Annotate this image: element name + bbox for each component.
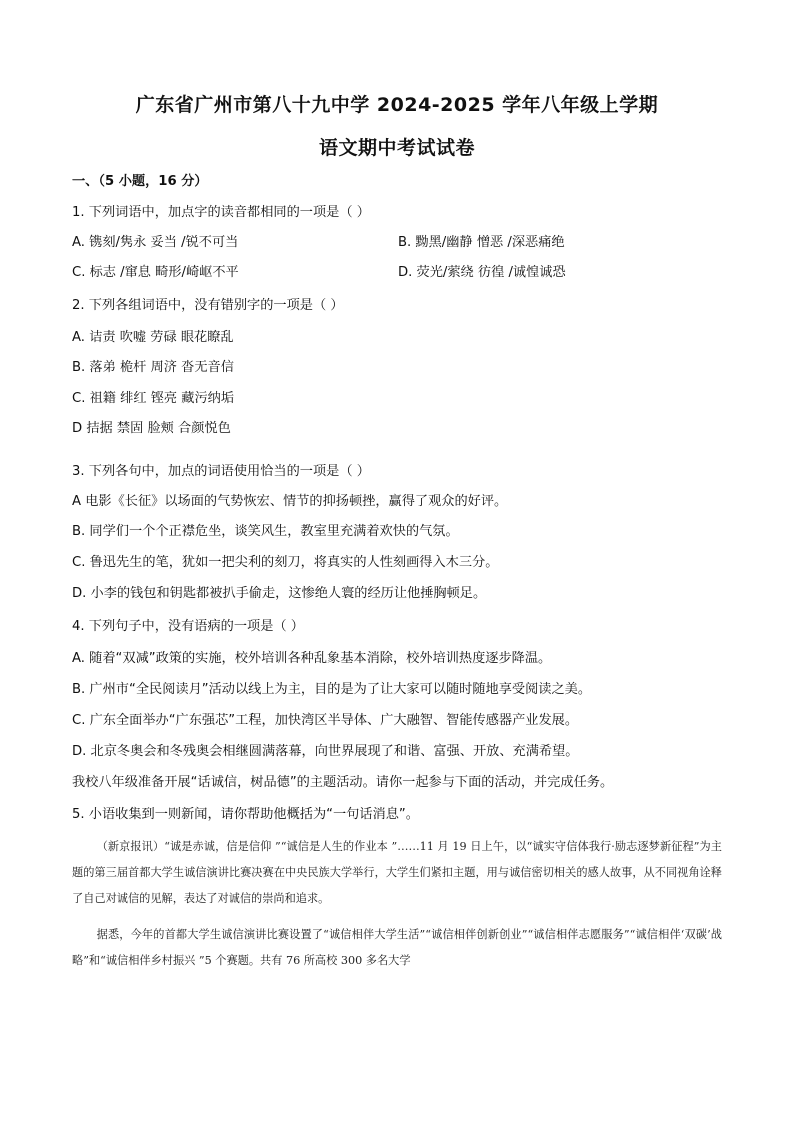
question-3-stem: 3. 下列各句中，加点的词语使用恰当的一项是（ ） — [72, 464, 370, 479]
section-heading: 一、（5 小题，16 分） — [72, 174, 208, 189]
question-5-stem: 5. 小语收集到一则新闻，请你帮助他概括为“一句话消息”。 — [72, 807, 419, 822]
question-1-stem: 1. 下列词语中，加点字的读音都相同的一项是（ ） — [72, 205, 370, 220]
question-4-option-a: A. 随着“双减”政策的实施，校外培训各种乱象基本消除，校外培训热度逐步降温。 — [72, 651, 552, 666]
question-1-option-a: A. 镌刻/隽永 妥当 /锐不可当 — [72, 235, 239, 250]
question-3-option-d: D. 小李的钱包和钥匙都被扒手偷走，这惨绝人寰的经历让他捶胸顿足。 — [72, 586, 487, 601]
news-paragraph-2: 据悉，今年的首都大学生诚信演讲比赛设置了“诚信相伴大学生活”“诚信相伴创新创业”“诚信相伴志愿服务”“诚信相伴‘双碳’战略”和“诚信相伴乡村振兴 ”5 个赛题。共有 76 所高校 300 多名大学 — [72, 928, 722, 967]
question-2-stem: 2. 下列各组词语中，没有错别字的一项是（ ） — [72, 298, 344, 313]
question-4-option-c: C. 广东全面举办“广东强芯”工程，加快湾区半导体、广大融智、智能传感器产业发展。 — [72, 713, 579, 728]
question-4-option-b: B. 广州市“全民阅读月”活动以线上为主，目的是为了让大家可以随时随地享受阅读之美。 — [72, 682, 592, 697]
question-3-option-b: B. 同学们一个个正襟危坐，谈笑风生，教室里充满着欢快的气氛。 — [72, 524, 459, 539]
question-2-option-a: A. 诘责 吹嘘 劳碌 眼花瞭乱 — [72, 330, 234, 345]
question-4-option-d: D. 北京冬奥会和冬残奥会相继圆满落幕，向世界展现了和谐、富强、开放、充满希望。 — [72, 744, 579, 759]
question-3-option-c: C. 鲁迅先生的笔，犹如一把尖利的刻刀，将真实的人性刻画得入木三分。 — [72, 555, 499, 570]
question-3-option-a: A 电影《长征》以场面的气势恢宏、情节的抑扬顿挫，赢得了观众的好评。 — [72, 494, 508, 509]
news-paragraph-1: （新京报讯）“诚是赤诚，信是信仰 ”“诚信是人生的作业本 ”……11 月 19 日上午，以“诚实守信体我行·励志逐梦新征程”为主题的第三届首都大学生诚信演讲比赛决赛在中央民族大学举行，大学生们紧扣主题，用与诚信密切相关的感人故事，从不同视角诠释了自己对诚信的见解，表达了对诚信的崇尚和追求。 — [72, 840, 722, 905]
news-article — [72, 834, 722, 974]
exam-title-line1: 广东省广州市第八十九中学 2024-2025 学年八年级上学期 — [135, 94, 659, 116]
question-2-option-b: B. 落弟 桅杆 周济 沓无音信 — [72, 360, 234, 375]
question-1-option-c: C. 标志 /窜息 畸形/崎岖不平 — [72, 265, 239, 280]
question-4-stem: 4. 下列句子中，没有语病的一项是（ ） — [72, 619, 304, 634]
question-1-option-b: B. 黝黑/幽静 憎恶 /深恶痛绝 — [398, 235, 565, 250]
exam-title-line2: 语文期中考试试卷 — [318, 137, 475, 159]
question-1-option-d: D. 荧光/萦绕 彷徨 /诚惶诚恐 — [398, 265, 566, 280]
activity-intro: 我校八年级准备开展“话诚信，树品德”的主题活动。请你一起参与下面的活动，并完成任务。 — [72, 775, 614, 790]
question-2-option-c: C. 祖籍 绯红 铿亮 藏污纳垢 — [72, 391, 235, 406]
question-2-option-d: D 拮据 禁固 脸颊 合颜悦色 — [72, 421, 231, 436]
